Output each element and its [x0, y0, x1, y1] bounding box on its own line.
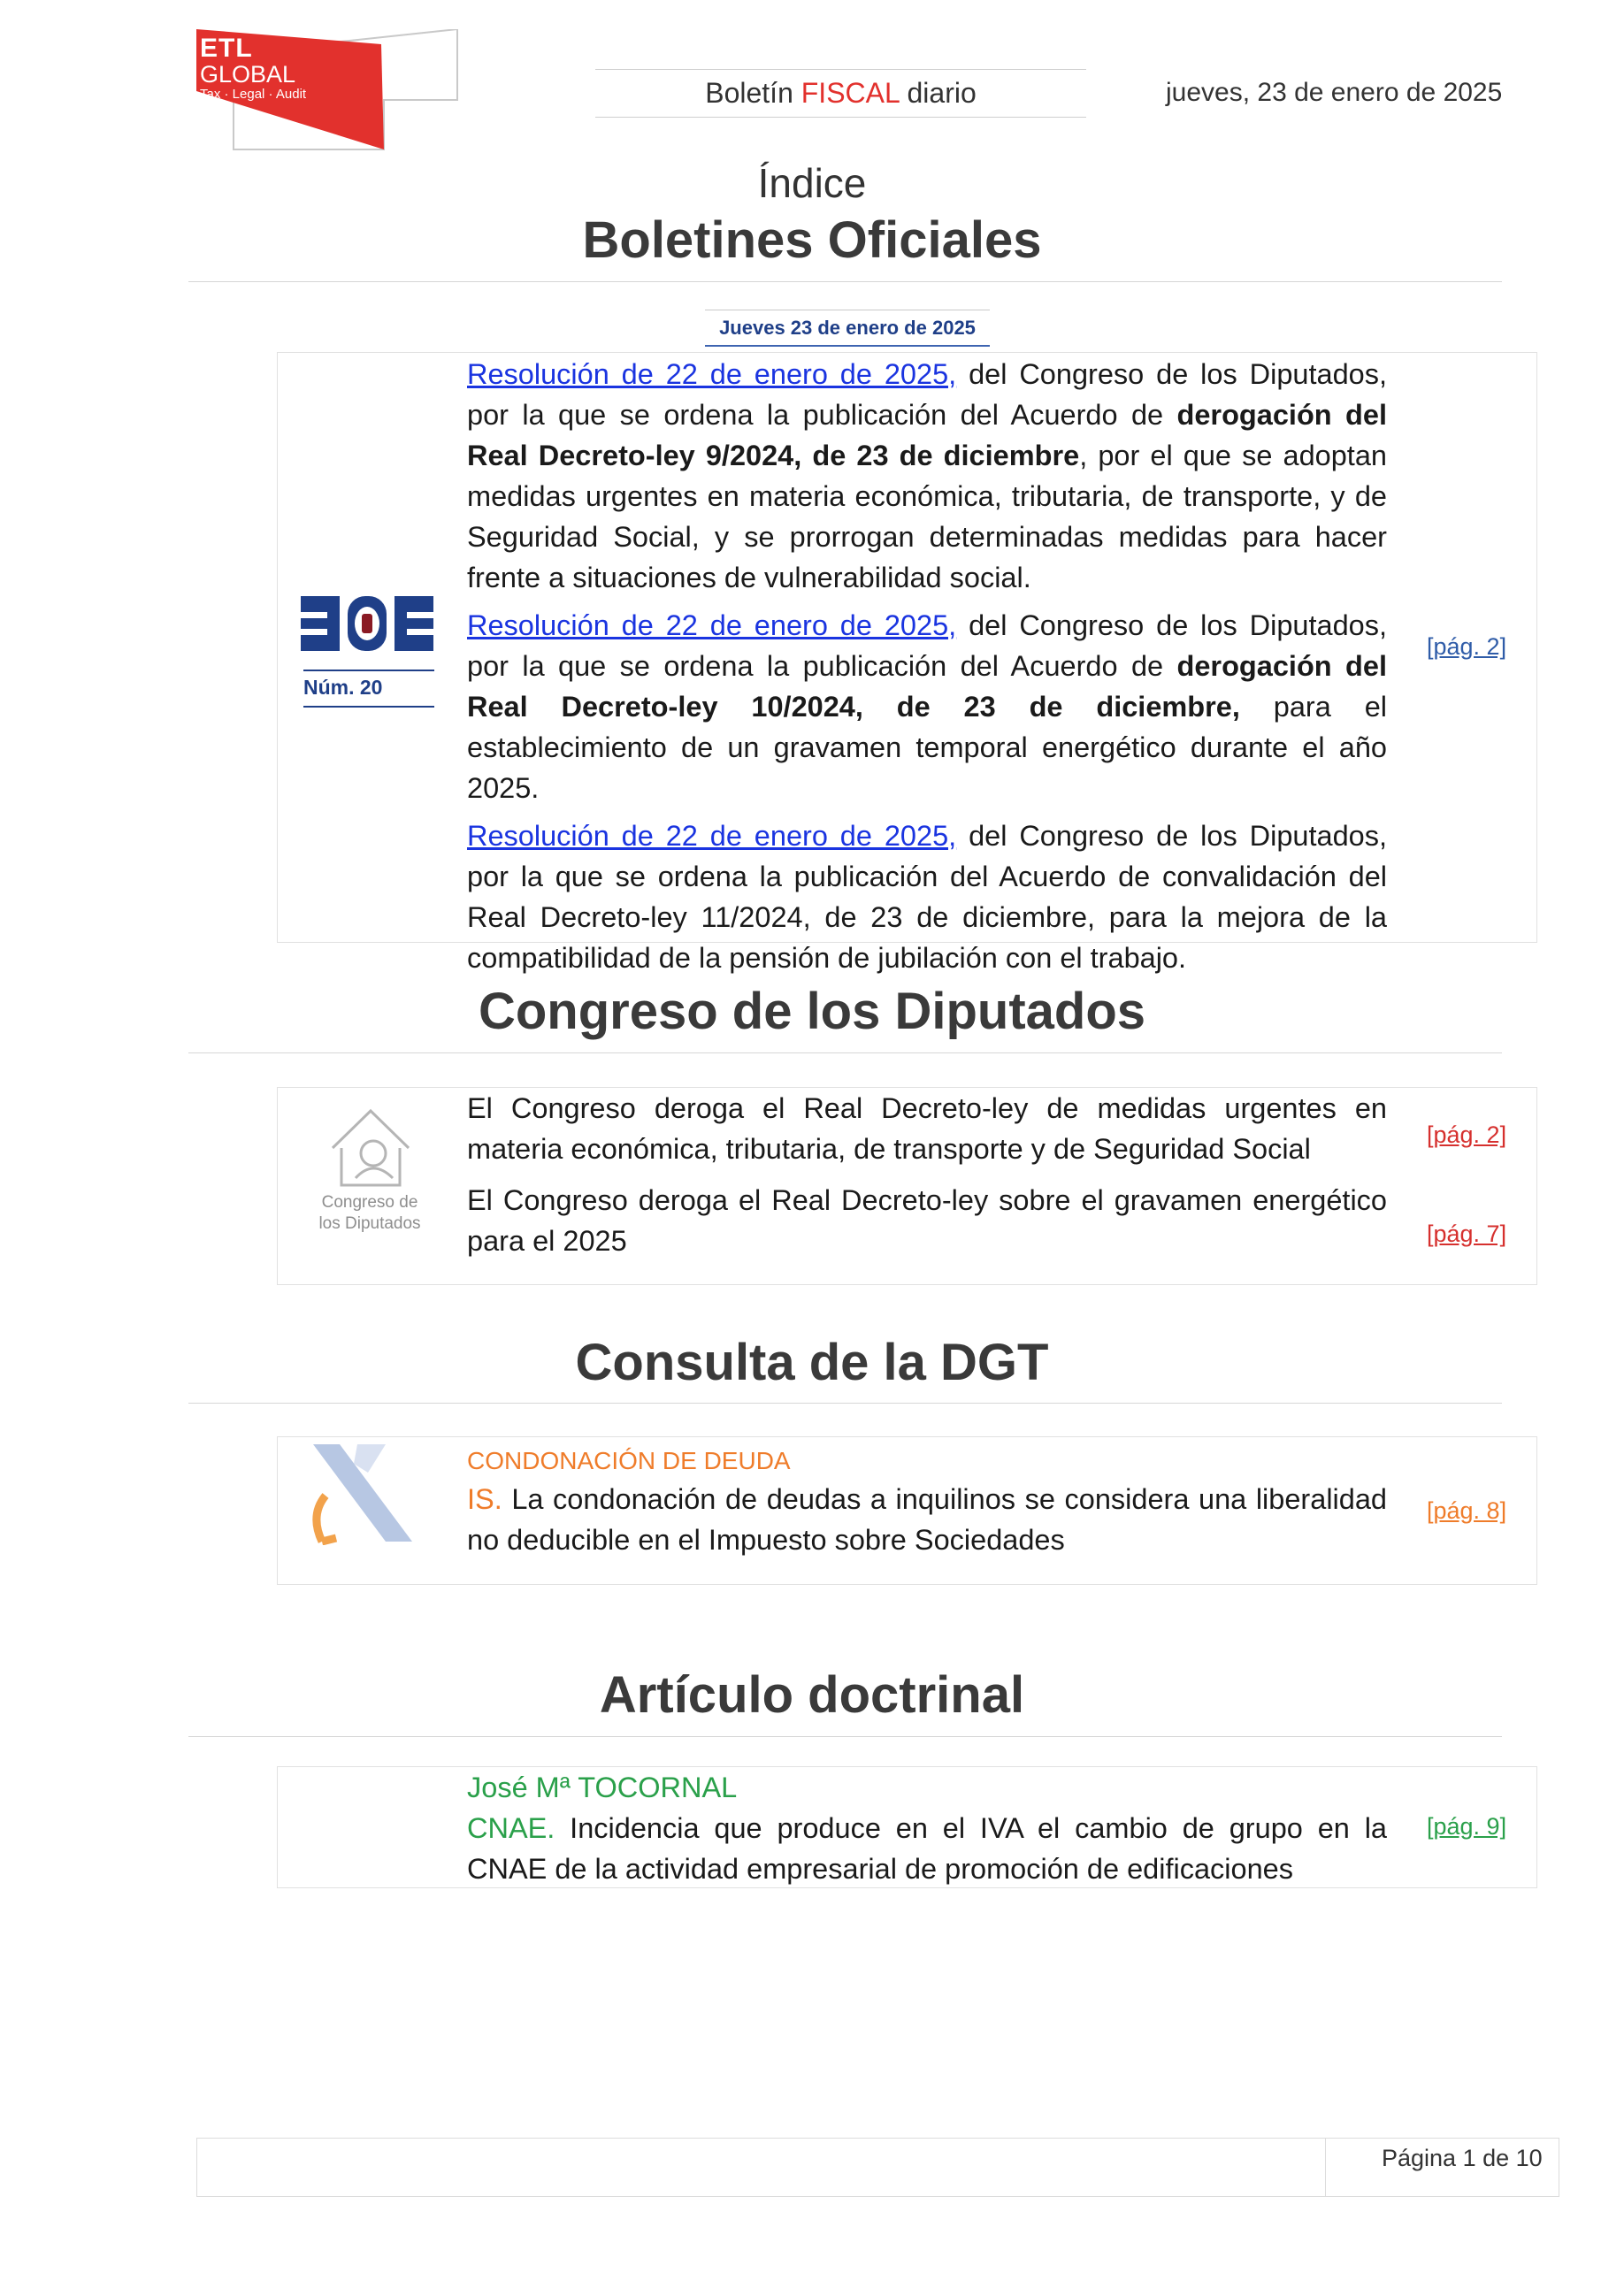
boe-logo: [301, 594, 433, 653]
boe-entry: [467, 605, 1387, 808]
boe-entry-text: del Congreso de los Diputados, por la que se ordena la publicación del Acuerdo de: [467, 358, 1387, 431]
articulo-tag: CNAE.: [467, 1812, 555, 1844]
agencia-tributaria-logo-icon: [306, 1444, 417, 1545]
section-divider: [188, 281, 1502, 282]
section-divider: [188, 1052, 1502, 1053]
logo-tagline: Tax · Legal · Audit: [200, 87, 307, 102]
section-title-boletines: Boletines Oficiales: [582, 211, 1042, 269]
section-title-congreso: Congreso de los Diputados: [478, 983, 1146, 1040]
page-ref-link[interactable]: [pág. 2]: [1427, 633, 1507, 660]
congreso-logo-caption: Congreso de los Diputados: [318, 1193, 421, 1233]
logo-etl: ETL: [200, 34, 253, 63]
section-divider: [188, 1736, 1502, 1737]
dgt-item: [467, 1443, 1387, 1560]
section-title-articulo: Artículo doctrinal: [599, 1666, 1025, 1724]
dgt-text: La condonación de deudas a inquilinos se considera una liberalidad no deducible en el Impuesto sobre Sociedades: [467, 1483, 1387, 1556]
header-date: jueves, 23 de enero de 2025: [1166, 78, 1503, 107]
articulo-text: Incidencia que produce en el IVA el cambio de grupo en la CNAE de la actividad empresarial de promoción de edificaciones: [467, 1812, 1387, 1885]
bulletin-suffix: diario: [899, 77, 977, 109]
page-ref-link[interactable]: [pág. 7]: [1427, 1221, 1507, 1247]
boe-number: Núm. 20: [303, 676, 383, 699]
bulletin-prefix: Boletín: [705, 77, 801, 109]
congreso-item: El Congreso deroga el Real Decreto-ley de medidas urgentes en materia económica, tributaria, de transporte y de Seguridad Social: [467, 1092, 1387, 1165]
boe-entry: [467, 815, 1387, 978]
dgt-tax-tag: IS.: [467, 1483, 502, 1515]
boletines-date-label: Jueves 23 de enero de 2025: [705, 310, 990, 347]
boe-rule-top: [303, 670, 434, 671]
boe-entry: [467, 354, 1387, 598]
boe-entry-link[interactable]: Resolución de 22 de enero de 2025,: [467, 609, 957, 641]
congreso-item: El Congreso deroga el Real Decreto-ley sobre el gravamen energético para el 2025: [467, 1184, 1387, 1257]
footer-box: [196, 2138, 1559, 2197]
bulletin-fiscal: FISCAL: [801, 77, 900, 109]
boe-entry-text: , por el que se adoptan medidas urgentes en materia económica, tributaria, de transporte, y de Seguridad Social, y se prorrogan determinadas medidas para hacer frente a situaciones de vulnerabilidad social.: [467, 440, 1387, 593]
bulletin-title: [595, 69, 1086, 118]
boe-rule-bottom: [303, 706, 434, 708]
congreso-items: [467, 1088, 1387, 1268]
dgt-summary: [467, 1479, 1387, 1560]
congreso-logo-icon: [322, 1097, 419, 1194]
page-number: Página 1 de 10: [1382, 2145, 1543, 2171]
boletines-entries: [467, 354, 1387, 985]
section-divider: [188, 1403, 1502, 1404]
footer-separator: [1325, 2138, 1326, 2197]
boe-entry-bold: derogación del Real Decreto-ley 10/2024, de 23 de diciembre,: [467, 650, 1387, 723]
page-ref-link[interactable]: [pág. 9]: [1427, 1813, 1507, 1840]
articulo-summary: [467, 1808, 1387, 1889]
logo-global: GLOBAL: [200, 61, 296, 88]
boe-entry-text: del Congreso de los Diputados, por la que se ordena la publicación del Acuerdo de: [467, 609, 1387, 682]
articulo-item: [467, 1767, 1387, 1889]
boe-entry-bold: derogación del Real Decreto-ley 9/2024, de 23 de diciembre: [467, 399, 1387, 471]
page-ref-link[interactable]: [pág. 2]: [1427, 1121, 1507, 1148]
boe-entry-link[interactable]: Resolución de 22 de enero de 2025,: [467, 820, 957, 852]
index-title: Índice: [757, 160, 867, 206]
boe-entry-text: del Congreso de los Diputados, por la que se ordena la publicación del Acuerdo de convalidación del Real Decreto-ley 11/2024, de 23 de diciembre, para la mejora de la compatibilidad de la pensión de jubilación con el trabajo.: [467, 820, 1387, 974]
etl-logo-text: [200, 35, 306, 101]
section-title-dgt: Consulta de la DGT: [575, 1334, 1049, 1391]
page-ref-link[interactable]: [pág. 8]: [1427, 1497, 1507, 1524]
dgt-category: CONDONACIÓN DE DEUDA: [467, 1447, 791, 1474]
boe-entry-link[interactable]: Resolución de 22 de enero de 2025,: [467, 358, 957, 390]
boe-entry-text: para el establecimiento de un gravamen temporal energético durante el año 2025.: [467, 691, 1387, 804]
articulo-author: José Mª TOCORNAL: [467, 1772, 738, 1803]
